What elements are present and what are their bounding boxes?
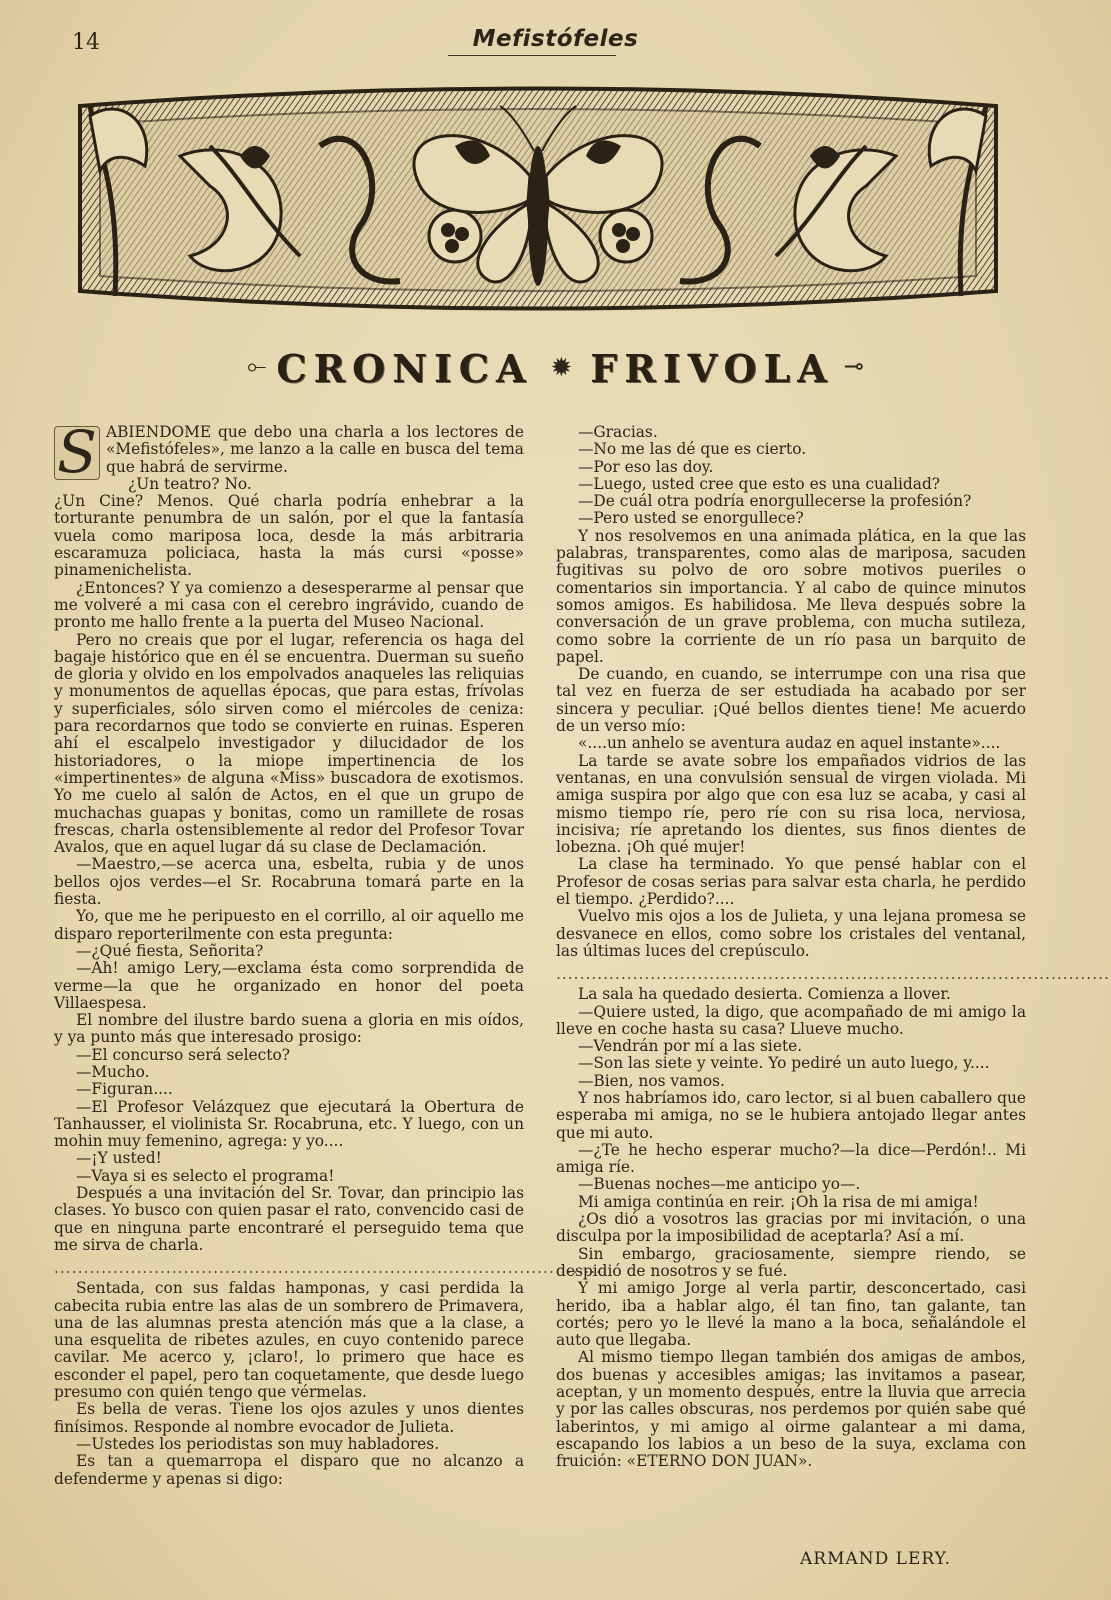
paragraph: —¡Y usted! <box>76 1149 162 1168</box>
paragraph: Y nos resolvemos en una animada plática, en la que las palabras, transparentes, como alas de mariposa, sacuden fugitivas su polvo de oro sobre motivos pueriles o comentarios sin importancia. Y al cabo de quince minutos somos amigos. Es habilidosa. Me lleva después sobre la conversación de un grave problema, con mucha sutileza, como sobre la corriente de un río pasa un barquito de papel. <box>556 526 1026 666</box>
paragraph: ¿Un teatro? No. <box>128 474 252 493</box>
paragraph: La sala ha quedado desierta. Comienza a llover. <box>578 985 951 1004</box>
paragraph: —Buenas noches—me anticipo yo—. <box>578 1175 861 1194</box>
paragraph: —Ustedes los periodistas son muy habladores. <box>76 1434 440 1453</box>
paragraph: La tarde se avate sobre los empañados vidrios de las ventanas, en una convulsión sensual de virgen violada. Mi amiga suspira por algo que con esa luz se acaba, y casi al mismo tiempo ríe, pero ríe con su risa loca, nerviosa, incisiva; ríe apretando los dientes, sus finos dientes de lobezna. ¡Oh qué mujer! <box>556 751 1026 857</box>
section-title-word-1: CRONICA <box>276 346 533 391</box>
paragraph: Sin embargo, graciosamente, siempre riendo, se despidió de nosotros y se fué. <box>556 1244 1026 1280</box>
paragraph: Sentada, con sus faldas hamponas, y casi perdida la cabecita rubia entre las alas de un sombrero de Primavera, una de las alumnas presta atención más que a la clase, a una esquelita de ribetes azules, en cuyo contenido parece cavilar. Me acerco y, ¡claro!, lo primero que hace es esconder el papel, pero tan coquetamente, que desde luego presumo con quién tengo que vérmelas. <box>54 1279 524 1402</box>
paragraph: —Quiere usted, la digo, que acompañado de mi amigo la lleve en coche hasta su casa? Llueve mucho. <box>556 1002 1026 1038</box>
masthead-title: Mefistófeles <box>472 26 639 52</box>
paragraph: Pero no creais que por el lugar, referencia os haga del bagaje histórico que en él se encuentra. Duerman su sueño de gloria y olvido en los empolvados anaqueles las reliquias y monumentos de aquellas épocas, que para estas, frívolas y superficiales, sólo sirven como el miércoles de ceniza: para recordarnos que todo se convierte en ruinas. Esperen ahí el escalpelo investigador y dilucidador de los historiadores, o la miope impertinencia de los «impertinentes» de alguna «Miss» buscadora de exotismos. Yo me cuelo al salón de Actos, en el que un grupo de muchachas guapas y bonitas, como un ramillete de rosas frescas, charla ostensiblemente al redor del Profesor Tovar Avalos, que en aquel lugar dá su clase de Declamación. <box>54 630 524 857</box>
section-title <box>0 346 1111 391</box>
verse-quote: «....un anhelo se aventura audaz en aquel instante».... <box>578 734 1001 753</box>
butterfly-ornament-banner <box>60 76 1016 326</box>
paragraph: Es bella de veras. Tiene los ojos azules y unos dientes finísimos. Responde al nombre evocador de Julieta. <box>54 1400 524 1436</box>
paragraph: —Mucho. <box>76 1062 150 1081</box>
right-flourish-icon: ⊸ <box>843 352 864 380</box>
paragraph: —Ah! amigo Lery,—exclama ésta como sorprendida de verme—la que he organizado en honor del poeta Villaespesa. <box>54 959 524 1012</box>
paragraph: La clase ha terminado. Yo que pensé hablar con el Profesor de cosas serias para salvar esta charla, he perdido el tiempo. ¿Perdido?.... <box>556 855 1026 909</box>
paragraph: Y mi amigo Jorge al verla partir, desconcertado, casi herido, iba a hablar algo, él tan fino, tan galante, tan cortés; pero yo le llevé la mano a la boca, señalándole el auto que llegaba. <box>556 1279 1026 1350</box>
masthead-rule <box>448 55 616 56</box>
paragraph: —El Profesor Velázquez que ejecutará la Obertura de Tanhausser, el violinista Sr. Rocabruna, etc. Y luego, con un mohin muy femenino, agrega: y yo.... <box>54 1097 524 1151</box>
left-column <box>54 418 608 1488</box>
paragraph: —El concurso será selecto? <box>76 1045 290 1064</box>
drop-cap: S <box>54 426 100 480</box>
paragraph: Después a una invitación del Sr. Tovar, dan principio las clases. Yo busco con quien pasar el rato, convencido casi de que en ninguna parte encontraré el perseguido tema que me sirva de charla. <box>54 1184 524 1254</box>
page-number: 14 <box>72 30 100 55</box>
right-column <box>556 423 1110 1471</box>
paragraph: De cuando, en cuando, se interrumpe con una risa que tal vez en fuerza de ser estudiada ha acabado por ser sincera y peculiar. ¡Qué bellos dientes tiene! Me acuerdo de un verso mío: <box>556 665 1026 736</box>
paragraph: —Bien, nos vamos. <box>578 1071 725 1090</box>
paragraph: —Maestro,—se acerca una, esbelta, rubia y de unos bellos ojos verdes—el Sr. Rocabruna tomará parte en la fiesta. <box>54 855 524 909</box>
paragraph: ABIENDOME que debo una charla a los lectores de «Mefistófeles», me lanzo a la calle en busca del tema que habrá de servirme. <box>106 423 524 476</box>
dotted-divider: .............................................................................................. <box>54 1259 608 1278</box>
paragraph: —Vendrán por mí a las siete. <box>578 1037 803 1056</box>
paragraph: —Por eso las doy. <box>578 457 714 476</box>
paragraph: ¿Entonces? Y ya comienzo a desesperarme al pensar que me volveré a mi casa con el cerebro ingrávido, cuando de pronto me hallo frente a la puerta del Museo Nacional. <box>54 578 524 632</box>
paragraph: ¿Un Cine? Menos. Qué charla podría enhebrar a la torturante penumbra de un salón, por el que la fantasía vuela como mariposa loca, desde la más arbitraria escaramuza policiaca, hasta la más cursi «posse» pinamenichelista. <box>54 492 524 580</box>
paragraph: —Vaya si es selecto el programa! <box>76 1166 335 1185</box>
paragraph: —De cuál otra podría enorgullecerse la profesión? <box>578 492 972 511</box>
paragraph: —Pero usted se enorgullece? <box>578 509 804 528</box>
paragraph: —¿Te he hecho esperar mucho?—la dice—Perdón!.. Mi amiga ríe. <box>556 1140 1026 1177</box>
paragraph: Yo, que me he peripuesto en el corrillo, al oir aquello me disparo reporterilmente con esta pregunta: <box>54 907 524 943</box>
paragraph: ¿Os dió a vosotros las gracias por mi invitación, o una disculpa por la imposibilidad de aceptarla? Así a mí. <box>556 1210 1026 1246</box>
paragraph: El nombre del ilustre bardo suena a gloria en mis oídos, y ya punto más que interesado prosigo: <box>54 1011 524 1047</box>
paragraph: Es tan a quemarropa el disparo que no alcanzo a defenderme y apenas si digo: <box>54 1452 524 1488</box>
paragraph: Y nos habríamos ido, caro lector, si al buen caballero que esperaba mi amiga, no se le hubiera antojado llegar antes que mi auto. <box>556 1088 1026 1142</box>
left-flourish-icon: ⟜ <box>247 352 267 380</box>
paragraph: Mi amiga continúa en reir. ¡Oh la risa de mi amiga! <box>578 1192 979 1211</box>
paragraph: —Gracias. <box>578 423 658 441</box>
paragraph: Al mismo tiempo llegan también dos amigas de ambos, dos buenas y accesibles amigas; las invitamos a pasear, aceptan, y un momento después, entre la lluvia que arrecia y por las calles obscuras, nos perdemos por quién sabe qué laberintos, y mi amigo al oirme galantear a mi dama, escapando los labios a un beso de la suya, exclama con fruición: «ETERNO DON JUAN». <box>556 1348 1026 1471</box>
star-separator-icon: ✹ <box>550 353 573 383</box>
section-title-word-2: FRIVOLA <box>590 346 834 391</box>
paragraph: —Figuran.... <box>76 1080 173 1099</box>
paragraph: —Luego, usted cree que esto es una cualidad? <box>578 474 941 493</box>
paragraph: Vuelvo mis ojos a los de Julieta, y una lejana promesa se desvanece en ellos, como sobre los cristales del ventanal, las últimas luces del crepúsculo. <box>556 907 1026 960</box>
paragraph: —Son las siete y veinte. Yo pediré un auto luego, y.... <box>578 1054 990 1073</box>
paragraph: —¿Qué fiesta, Señorita? <box>76 941 264 960</box>
author-signature: ARMAND LERY. <box>800 1549 952 1569</box>
paragraph: —No me las dé que es cierto. <box>578 440 807 459</box>
dotted-divider: .............................................................................................. <box>556 965 1110 984</box>
